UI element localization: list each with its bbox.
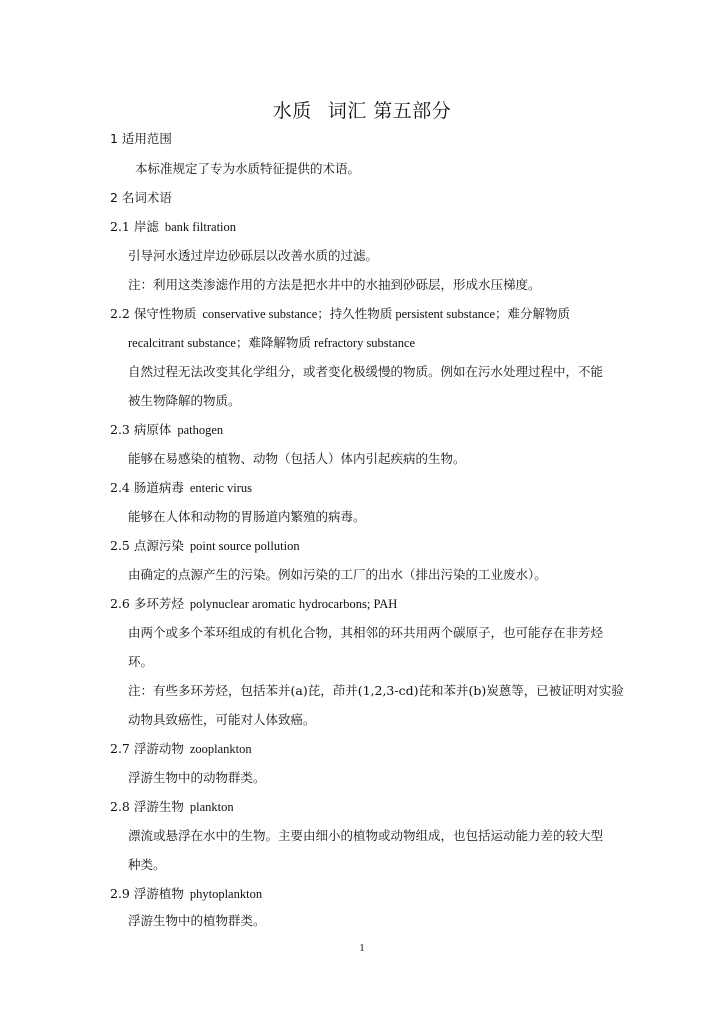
term-2-6-note-2: 动物具致癌性，可能对人体致癌。: [128, 712, 316, 727]
term-label: 2.3 病原体: [110, 422, 172, 437]
term-2-3-definition: 能够在易感染的植物、动物（包括人）体内引起疾病的生物。: [128, 451, 466, 466]
term-english: phytoplankton: [189, 887, 263, 901]
term-label: 2.4 肠道病毒: [110, 480, 184, 495]
term-2-6-definition-2: 环。: [128, 654, 154, 669]
term-2-5-definition: 由确定的点源产生的污染。例如污染的工厂的出水（排出污染的工业废水）。: [128, 567, 547, 582]
term-2-4-definition: 能够在人体和动物的胃肠道内繁殖的病毒。: [128, 509, 366, 524]
term-english: enteric virus: [189, 481, 252, 495]
term-2-4: [110, 480, 252, 496]
term-english: pathogen: [177, 423, 224, 437]
term-2-6-definition-1: 由两个或多个苯环组成的有机化合物，其相邻的环共用两个碳原子，也可能存在非芳烃: [128, 625, 604, 640]
term-label: 2.7 浮游动物: [110, 741, 184, 756]
term-2-2-definition-1: 自然过程无法改变其化学组分，或者变化极缓慢的物质。例如在污水处理过程中，不能: [128, 364, 604, 379]
page-number: 1: [359, 942, 365, 954]
term-label: 2.6 多环芳烃: [110, 596, 184, 611]
term-english: point source pollution: [189, 539, 300, 553]
term-2-1-definition: 引导河水透过岸边砂砾层以改善水质的过滤。: [128, 248, 379, 263]
term-2-8-definition-1: 漂流或悬浮在水中的生物。主要由细小的植物或动物组成，也包括运动能力差的较大型: [128, 828, 604, 843]
term-label: 2.9 浮游植物: [110, 886, 184, 901]
page-title: [0, 96, 724, 123]
term-2-2: [110, 306, 570, 322]
term-2-7: [110, 741, 252, 757]
term-label: 2.5 点源污染: [110, 538, 184, 553]
term-2-6-note-1: 注：有些多环芳烃，包括苯并(a)芘，茚并(1,2,3-cd)芘和苯并(b)炭蒽等，已被证明对实验: [128, 683, 624, 698]
term-2-5: [110, 538, 300, 554]
title-part2: 词汇 第五部分: [327, 100, 452, 122]
term-2-7-definition: 浮游生物中的动物群类。: [128, 770, 266, 785]
term-label: 2.8 浮游生物: [110, 799, 184, 814]
term-english: zooplankton: [189, 742, 252, 756]
term-2-9: [110, 886, 262, 902]
term-2-1: [110, 219, 236, 235]
term-label: 2.2 保守性物质: [110, 306, 197, 321]
term-2-8: [110, 799, 234, 815]
term-english: conservative substance；持久性物质 persistent substance；难分解物质: [202, 307, 570, 321]
term-2-6: [110, 596, 397, 612]
term-2-9-definition: 浮游生物中的植物群类。: [128, 913, 266, 928]
section1-heading: 1 适用范围: [110, 131, 172, 146]
term-2-8-definition-2: 种类。: [128, 857, 166, 872]
term-english: polynuclear aromatic hydrocarbons; PAH: [189, 597, 398, 611]
title-part1: 水质: [272, 100, 312, 122]
term-label: 2.1 岸滤: [110, 219, 159, 234]
term-2-2-definition-2: 被生物降解的物质。: [128, 393, 241, 408]
term-english: bank filtration: [164, 220, 237, 234]
section1-text: 本标准规定了专为水质特征提供的术语。: [135, 161, 361, 176]
section2-heading: 2 名词术语: [110, 190, 172, 205]
term-2-2-english-cont: recalcitrant substance；难降解物质 refractory substance: [128, 336, 416, 350]
term-2-1-note: 注：利用这类渗滤作用的方法是把水井中的水抽到砂砾层，形成水压梯度。: [128, 277, 541, 292]
term-2-3: [110, 422, 223, 438]
term-english: plankton: [189, 800, 234, 814]
